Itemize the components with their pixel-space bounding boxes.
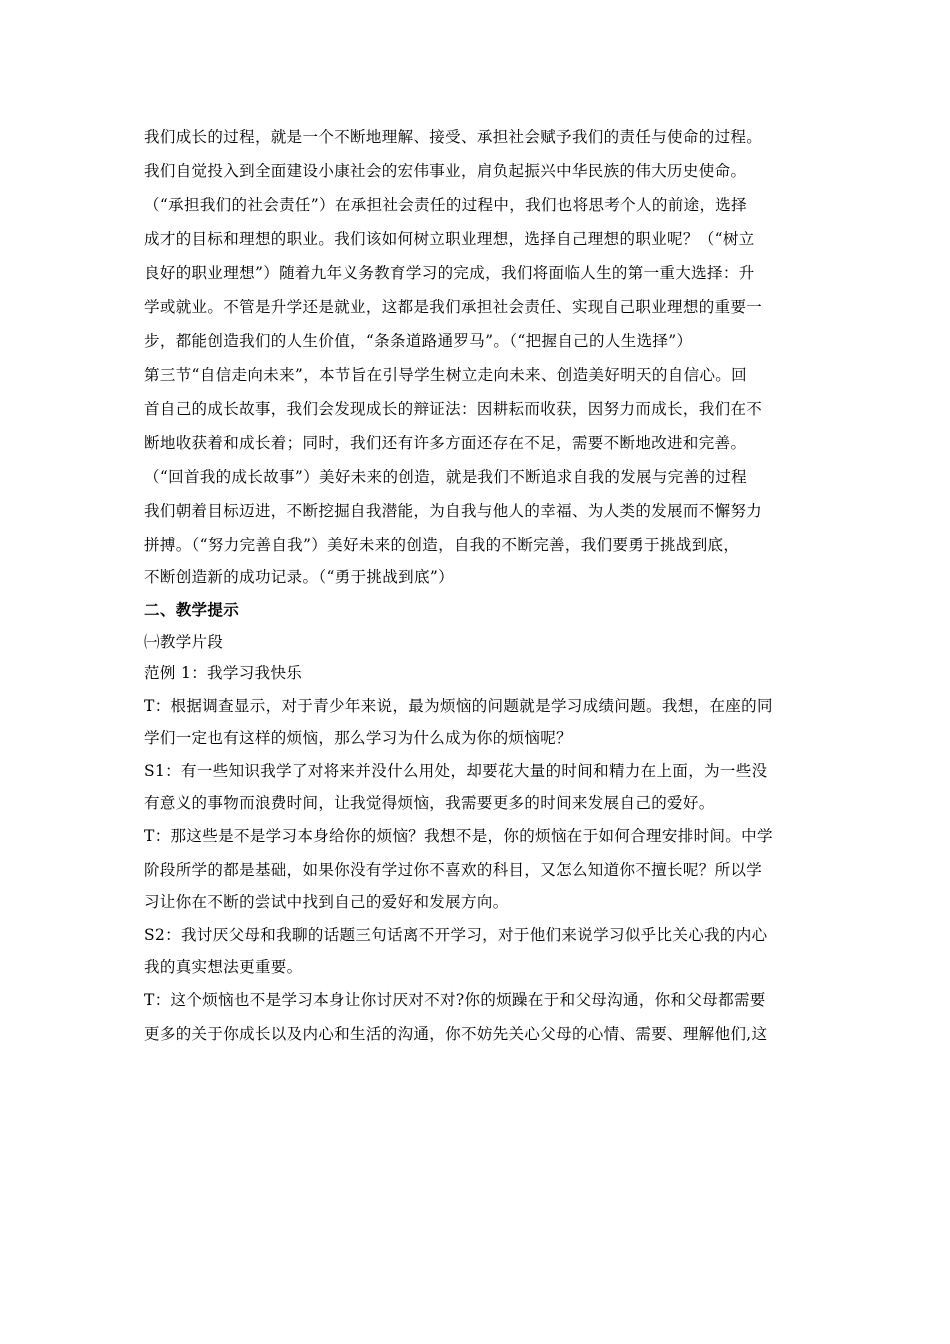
text-line: 学或就业。不管是升学还是就业，这都是我们承担社会责任、实现自己职业理想的重要一 [144,298,763,316]
text-line: 第三节“自信走向未来”，本节旨在引导学生树立走向未来、创造美好明天的自信心。回 [144,366,748,384]
document-body [144,120,808,1051]
text-line: 我们自觉投入到全面建设小康社会的宏伟事业，肩负起振兴中华民族的伟大历史使命。 [144,162,747,180]
text-line: 步，都能创造我们的人生价值，“条条道路通罗马”。（“把握自己的人生选择”） [144,332,693,350]
text-line: ㈠教学片段 [144,633,224,651]
text-line: 我的真实想法更重要。 [144,958,303,976]
text-line: 成才的目标和理想的职业。我们该如何树立职业理想，选择自己理想的职业呢？（“树立 [144,230,755,248]
text-line: 拼搏。（“努力完善自我”）美好未来的创造，自我的不断完善，我们要勇于挑战到底， [144,536,740,554]
text-line: 断地收获着和成长着；同时，我们还有许多方面还存在不足，需要不断地改进和完善。 [144,434,747,452]
text-line: 不断创造新的成功记录。（“勇于挑战到底”） [144,568,454,586]
text-line: 阶段所学的都是基础，如果你没有学过你不喜欢的科目，又怎么知道你不擅长呢？所以学 [144,861,763,879]
text-line: （“回首我的成长故事”）美好未来的创造，就是我们不断追求自我的发展与完善的过程 [144,468,748,486]
text-line: S2：我讨厌父母和我聊的话题三句话离不开学习，对于他们来说学习似乎比关心我的内心 [144,926,768,944]
text-line: 有意义的事物而浪费时间，让我觉得烦恼，我需要更多的时间来发展自己的爱好。 [144,794,715,812]
text-line: 习让你在不断的尝试中找到自己的爱好和发展方向。 [144,893,509,911]
text-line: （“承担我们的社会责任”）在承担社会责任的过程中，我们也将思考个人的前途，选择 [144,196,748,214]
text-line: T：这个烦恼也不是学习本身让你讨厌对不对?你的烦躁在于和父母沟通，你和父母都需要 [144,991,766,1009]
text-line: 范例 1：我学习我快乐 [144,664,303,682]
text-line: 我们成长的过程，就是一个不断地理解、接受、承担社会赋予我们的责任与使命的过程。 [144,128,763,146]
text-line: 首自己的成长故事，我们会发现成长的辩证法：因耕耘而收获，因努力而成长，我们在不 [144,400,763,418]
text-line: 良好的职业理想”）随着九年义务教育学习的完成，我们将面临人生的第一重大选择：升 [144,264,755,282]
text-line: 更多的关于你成长以及内心和生活的沟通，你不妨先关心父母的心情、需要、理解他们,这 [144,1025,768,1043]
text-line: 学们一定也有这样的烦恼，那么学习为什么成为你的烦恼呢？ [144,729,572,747]
text-line: 我们朝着目标迈进，不断挖掘自我潜能，为自我与他人的幸福、为人类的发展而不懈努力 [144,502,763,520]
text-line: T：那这些是不是学习本身给你的烦恼？我想不是，你的烦恼在于如何合理安排时间。中学 [144,827,773,845]
text-line: S1：有一些知识我学了对将来并没什么用处，却要花大量的时间和精力在上面，为一些没 [144,762,768,780]
text-line: T：根据调查显示，对于青少年来说，最为烦恼的问题就是学习成绩问题。我想，在座的同 [144,697,773,715]
section-heading: 二、教学提示 [144,600,240,619]
